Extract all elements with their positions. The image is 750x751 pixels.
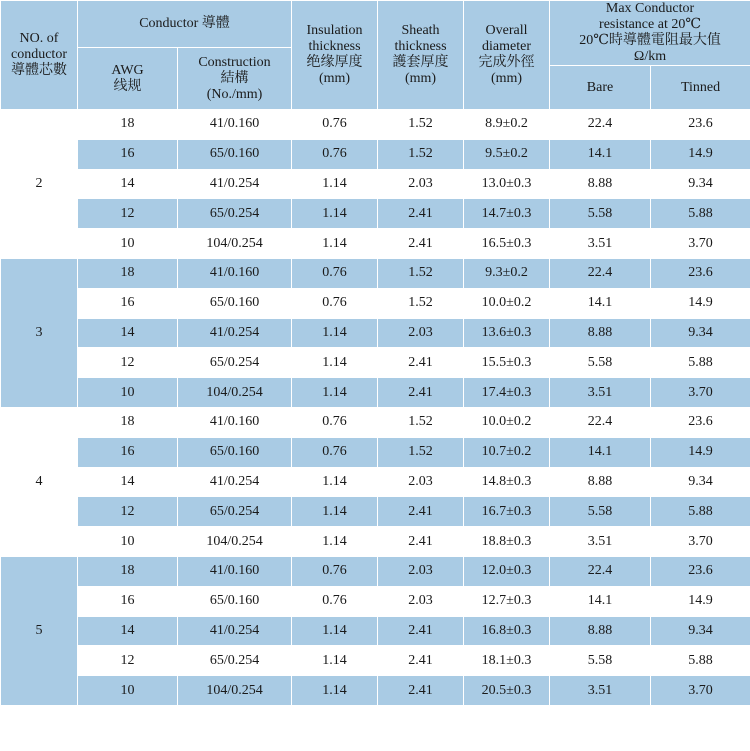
construction-cell: 41/0.160 [178, 407, 292, 437]
awg-cell: 14 [78, 616, 178, 646]
awg-cell: 16 [78, 586, 178, 616]
construction-cell: 41/0.160 [178, 258, 292, 288]
conductor-count-cell: 4 [1, 407, 78, 556]
construction-cell: 104/0.254 [178, 229, 292, 259]
insulation-cell: 1.14 [292, 318, 378, 348]
insulation-cell: 0.76 [292, 288, 378, 318]
construction-cell: 65/0.160 [178, 288, 292, 318]
awg-cell: 18 [78, 556, 178, 586]
awg-cell: 16 [78, 288, 178, 318]
tinned-resistance-cell: 3.70 [651, 229, 750, 259]
tinned-resistance-cell: 9.34 [651, 467, 750, 497]
sheath-cell: 2.03 [378, 556, 464, 586]
bare-resistance-cell: 3.51 [550, 229, 651, 259]
insulation-cell: 0.76 [292, 258, 378, 288]
bare-resistance-cell: 22.4 [550, 110, 651, 140]
header-no-of-conductor: NO. of conductor 導體芯數 [1, 1, 78, 110]
table-row [1, 348, 750, 378]
sheath-cell: 2.41 [378, 199, 464, 229]
tinned-resistance-cell: 5.88 [651, 348, 750, 378]
tinned-resistance-cell: 14.9 [651, 288, 750, 318]
table-row [1, 527, 750, 557]
overall-diameter-cell: 8.9±0.2 [464, 110, 550, 140]
header-overall-diameter: Overall diameter 完成外徑 (mm) [464, 1, 550, 110]
table-row [1, 318, 750, 348]
sheath-cell: 1.52 [378, 110, 464, 140]
bare-resistance-cell: 3.51 [550, 527, 651, 557]
insulation-cell: 1.14 [292, 676, 378, 706]
sheath-cell: 2.41 [378, 348, 464, 378]
table-row [1, 467, 750, 497]
awg-cell: 10 [78, 527, 178, 557]
awg-cell: 14 [78, 467, 178, 497]
awg-cell: 16 [78, 139, 178, 169]
table-row [1, 676, 750, 706]
construction-cell: 104/0.254 [178, 527, 292, 557]
construction-cell: 65/0.254 [178, 646, 292, 676]
insulation-cell: 0.76 [292, 407, 378, 437]
bare-resistance-cell: 14.1 [550, 288, 651, 318]
sheath-cell: 2.03 [378, 318, 464, 348]
header-bare: Bare [550, 66, 651, 110]
bare-resistance-cell: 14.1 [550, 586, 651, 616]
bare-resistance-cell: 5.58 [550, 199, 651, 229]
awg-cell: 18 [78, 110, 178, 140]
table-row [1, 616, 750, 646]
overall-diameter-cell: 16.5±0.3 [464, 229, 550, 259]
sheath-cell: 2.41 [378, 229, 464, 259]
conductor-count-cell: 5 [1, 556, 78, 705]
sheath-cell: 2.41 [378, 646, 464, 676]
awg-cell: 18 [78, 258, 178, 288]
sheath-cell: 2.03 [378, 467, 464, 497]
insulation-cell: 0.76 [292, 139, 378, 169]
construction-cell: 65/0.160 [178, 139, 292, 169]
tinned-resistance-cell: 9.34 [651, 318, 750, 348]
header-tinned: Tinned [651, 66, 750, 110]
table-row [1, 586, 750, 616]
sheath-cell: 2.41 [378, 378, 464, 408]
overall-diameter-cell: 12.7±0.3 [464, 586, 550, 616]
insulation-cell: 0.76 [292, 586, 378, 616]
insulation-cell: 1.14 [292, 348, 378, 378]
sheath-cell: 2.41 [378, 527, 464, 557]
overall-diameter-cell: 16.7±0.3 [464, 497, 550, 527]
insulation-cell: 1.14 [292, 467, 378, 497]
overall-diameter-cell: 10.0±0.2 [464, 407, 550, 437]
insulation-cell: 1.14 [292, 229, 378, 259]
insulation-cell: 1.14 [292, 199, 378, 229]
awg-cell: 10 [78, 378, 178, 408]
tinned-resistance-cell: 5.88 [651, 497, 750, 527]
overall-diameter-cell: 14.7±0.3 [464, 199, 550, 229]
tinned-resistance-cell: 23.6 [651, 407, 750, 437]
awg-cell: 18 [78, 407, 178, 437]
sheath-cell: 2.03 [378, 169, 464, 199]
bare-resistance-cell: 5.58 [550, 497, 651, 527]
overall-diameter-cell: 20.5±0.3 [464, 676, 550, 706]
sheath-cell: 1.52 [378, 407, 464, 437]
overall-diameter-cell: 10.0±0.2 [464, 288, 550, 318]
construction-cell: 65/0.254 [178, 348, 292, 378]
tinned-resistance-cell: 3.70 [651, 676, 750, 706]
table-row [1, 288, 750, 318]
bare-resistance-cell: 22.4 [550, 556, 651, 586]
bare-resistance-cell: 8.88 [550, 169, 651, 199]
table-row [1, 258, 750, 288]
conductor-count-cell: 3 [1, 258, 78, 407]
sheath-cell: 1.52 [378, 139, 464, 169]
table-row [1, 646, 750, 676]
construction-cell: 41/0.254 [178, 616, 292, 646]
awg-cell: 10 [78, 676, 178, 706]
insulation-cell: 1.14 [292, 497, 378, 527]
bare-resistance-cell: 5.58 [550, 646, 651, 676]
table-row [1, 497, 750, 527]
bare-resistance-cell: 5.58 [550, 348, 651, 378]
insulation-cell: 1.14 [292, 616, 378, 646]
overall-diameter-cell: 9.5±0.2 [464, 139, 550, 169]
awg-cell: 10 [78, 229, 178, 259]
bare-resistance-cell: 22.4 [550, 407, 651, 437]
header-insulation-thickness: Insulation thickness 绝缘厚度 (mm) [292, 1, 378, 110]
overall-diameter-cell: 13.6±0.3 [464, 318, 550, 348]
sheath-cell: 1.52 [378, 437, 464, 467]
table-row [1, 556, 750, 586]
tinned-resistance-cell: 3.70 [651, 527, 750, 557]
tinned-resistance-cell: 23.6 [651, 556, 750, 586]
bare-resistance-cell: 8.88 [550, 616, 651, 646]
tinned-resistance-cell: 5.88 [651, 646, 750, 676]
tinned-resistance-cell: 23.6 [651, 110, 750, 140]
overall-diameter-cell: 9.3±0.2 [464, 258, 550, 288]
tinned-resistance-cell: 14.9 [651, 586, 750, 616]
tinned-resistance-cell: 23.6 [651, 258, 750, 288]
overall-diameter-cell: 16.8±0.3 [464, 616, 550, 646]
awg-cell: 12 [78, 199, 178, 229]
conductor-count-cell: 2 [1, 110, 78, 259]
table-row [1, 199, 750, 229]
overall-diameter-cell: 15.5±0.3 [464, 348, 550, 378]
tinned-resistance-cell: 9.34 [651, 616, 750, 646]
header-construction: Construction 結構 (No./mm) [178, 48, 292, 110]
sheath-cell: 2.41 [378, 676, 464, 706]
sheath-cell: 1.52 [378, 288, 464, 318]
tinned-resistance-cell: 14.9 [651, 139, 750, 169]
awg-cell: 14 [78, 318, 178, 348]
awg-cell: 16 [78, 437, 178, 467]
tinned-resistance-cell: 14.9 [651, 437, 750, 467]
bare-resistance-cell: 14.1 [550, 139, 651, 169]
table-row [1, 139, 750, 169]
tinned-resistance-cell: 9.34 [651, 169, 750, 199]
overall-diameter-cell: 17.4±0.3 [464, 378, 550, 408]
header-sheath-thickness: Sheath thickness 護套厚度 (mm) [378, 1, 464, 110]
insulation-cell: 1.14 [292, 378, 378, 408]
insulation-cell: 0.76 [292, 437, 378, 467]
tinned-resistance-cell: 5.88 [651, 199, 750, 229]
insulation-cell: 0.76 [292, 110, 378, 140]
insulation-cell: 0.76 [292, 556, 378, 586]
awg-cell: 12 [78, 646, 178, 676]
overall-diameter-cell: 18.1±0.3 [464, 646, 550, 676]
bare-resistance-cell: 8.88 [550, 318, 651, 348]
construction-cell: 41/0.254 [178, 169, 292, 199]
awg-cell: 12 [78, 348, 178, 378]
table-row [1, 407, 750, 437]
bare-resistance-cell: 14.1 [550, 437, 651, 467]
sheath-cell: 2.41 [378, 497, 464, 527]
construction-cell: 65/0.160 [178, 437, 292, 467]
tinned-resistance-cell: 3.70 [651, 378, 750, 408]
construction-cell: 65/0.160 [178, 586, 292, 616]
sheath-cell: 2.41 [378, 616, 464, 646]
bare-resistance-cell: 3.51 [550, 676, 651, 706]
construction-cell: 41/0.254 [178, 467, 292, 497]
overall-diameter-cell: 13.0±0.3 [464, 169, 550, 199]
construction-cell: 104/0.254 [178, 676, 292, 706]
construction-cell: 104/0.254 [178, 378, 292, 408]
header-awg: AWG 线规 [78, 48, 178, 110]
construction-cell: 41/0.160 [178, 110, 292, 140]
overall-diameter-cell: 14.8±0.3 [464, 467, 550, 497]
table-row [1, 169, 750, 199]
awg-cell: 14 [78, 169, 178, 199]
bare-resistance-cell: 3.51 [550, 378, 651, 408]
construction-cell: 41/0.160 [178, 556, 292, 586]
insulation-cell: 1.14 [292, 169, 378, 199]
overall-diameter-cell: 12.0±0.3 [464, 556, 550, 586]
table-row [1, 437, 750, 467]
table-row [1, 229, 750, 259]
table-body [1, 110, 750, 706]
sheath-cell: 1.52 [378, 258, 464, 288]
header-max-resistance: Max Conductor resistance at 20℃ 20℃時導體電阻最大值 Ω/km [550, 1, 750, 66]
bare-resistance-cell: 8.88 [550, 467, 651, 497]
table-row [1, 378, 750, 408]
insulation-cell: 1.14 [292, 527, 378, 557]
construction-cell: 65/0.254 [178, 497, 292, 527]
sheath-cell: 2.03 [378, 586, 464, 616]
construction-cell: 65/0.254 [178, 199, 292, 229]
overall-diameter-cell: 10.7±0.2 [464, 437, 550, 467]
table-row [1, 110, 750, 140]
bare-resistance-cell: 22.4 [550, 258, 651, 288]
construction-cell: 41/0.254 [178, 318, 292, 348]
overall-diameter-cell: 18.8±0.3 [464, 527, 550, 557]
header-conductor-group: Conductor 導體 [78, 1, 292, 48]
insulation-cell: 1.14 [292, 646, 378, 676]
awg-cell: 12 [78, 497, 178, 527]
